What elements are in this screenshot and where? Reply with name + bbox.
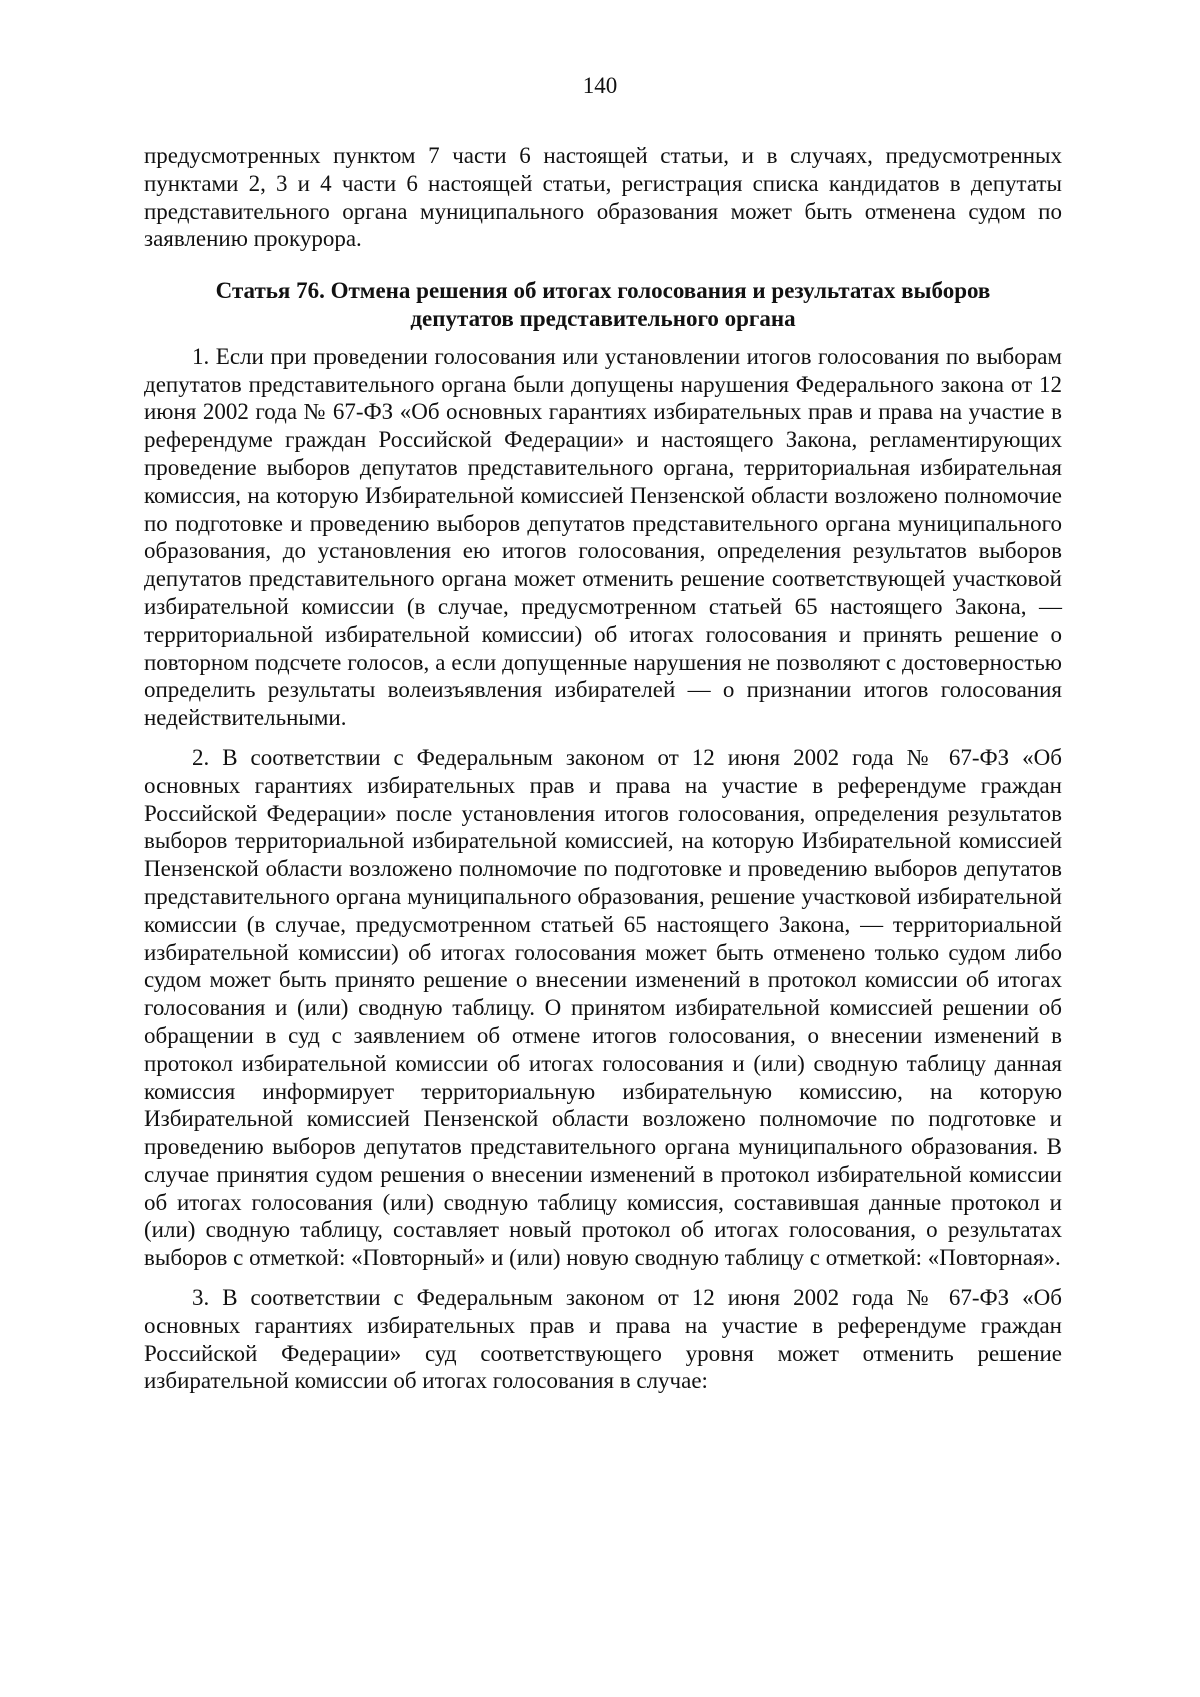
article-paragraph-2: 2. В соответствии с Федеральным законом от 12 июня 2002 года № 67-ФЗ «Об основных гарантиях избирательных прав и права на участие в референдуме граждан Российской Федерации» после установления итогов голосования, определения результатов выборов территориальной избирательной комиссией, на которую Избирательной комиссией Пензенской области возложено полномочие по подготовке и проведению выборов депутатов представительного органа муниципального образования, решение участковой избирательной комиссии (в случае, предусмотренном статьей 65 настоящего Закона, — территориальной избирательной комиссии) об итогах голосования может быть отменено только судом либо судом может быть принято решение о внесении изменений в протокол комиссии об итогах голосования и (или) сводную таблицу. О принятом избирательной комиссией решении об обращении в суд с заявлением об отмене итогов голосования, о внесении изменений в протокол избирательной комиссии об итогах голосования и (или) сводную таблицу данная комиссия информирует территориальную избирательную комиссию, на которую Избирательной комиссией Пензенской области возложено полномочие по подготовке и проведению выборов депутатов представительного органа муниципального образования. В случае принятия судом решения о внесении изменений в протокол избирательной комиссии об итогах голосования (или) сводную таблицу комиссия, составившая данные протокол и (или) сводную таблицу, составляет новый протокол об итогах голосования, о результатах выборов с отметкой: «Повторный» и (или) новую сводную таблицу с отметкой: «Повторная». <box>144 744 1062 1271</box>
article-paragraph-3: 3. В соответствии с Федеральным законом от 12 июня 2002 года № 67-ФЗ «Об основных гарантиях избирательных прав и права на участие в референдуме граждан Российской Федерации» суд соответствующего уровня может отменить решение избирательной комиссии об итогах голосования в случае: <box>144 1285 1062 1394</box>
article-heading-line-1: Статья 76. Отмена решения об итогах голосования и результатах выборов <box>215 278 991 304</box>
page-content <box>144 142 1062 1395</box>
page-number: 140 <box>582 73 618 98</box>
intro-paragraph: предусмотренных пунктом 7 части 6 настоящей статьи, и в случаях, предусмотренных пунктами 2, 3 и 4 части 6 настоящей статьи, регистрация списка кандидатов в депутаты представительного органа муниципального образования может быть отменена судом по заявлению прокурора. <box>144 143 1062 252</box>
article-heading-line-2: депутатов представительного органа <box>410 305 796 331</box>
article-heading <box>144 277 1062 333</box>
article-paragraph-1: 1. Если при проведении голосования или установлении итогов голосования по выборам депутатов представительного органа были допущены нарушения Федерального закона от 12 июня 2002 года № 67-ФЗ «Об основных гарантиях избирательных прав и права на участие в референдуме граждан Российской Федерации» и настоящего Закона, регламентирующих проведение выборов депутатов представительного органа, территориальная избирательная комиссия, на которую Избирательной комиссией Пензенской области возложено полномочие по подготовке и проведению выборов депутатов представительного органа муниципального образования, до установления ею итогов голосования, определения результатов выборов депутатов представительного органа может отменить решение соответствующей участковой избирательной комиссии (в случае, предусмотренном статьей 65 настоящего Закона, — территориальной избирательной комиссии) об итогах голосования и принять решение о повторном подсчете голосов, а если допущенные нарушения не позволяют с достоверностью определить результаты волеизъявления избирателей — о признании итогов голосования недействительными. <box>144 343 1062 731</box>
